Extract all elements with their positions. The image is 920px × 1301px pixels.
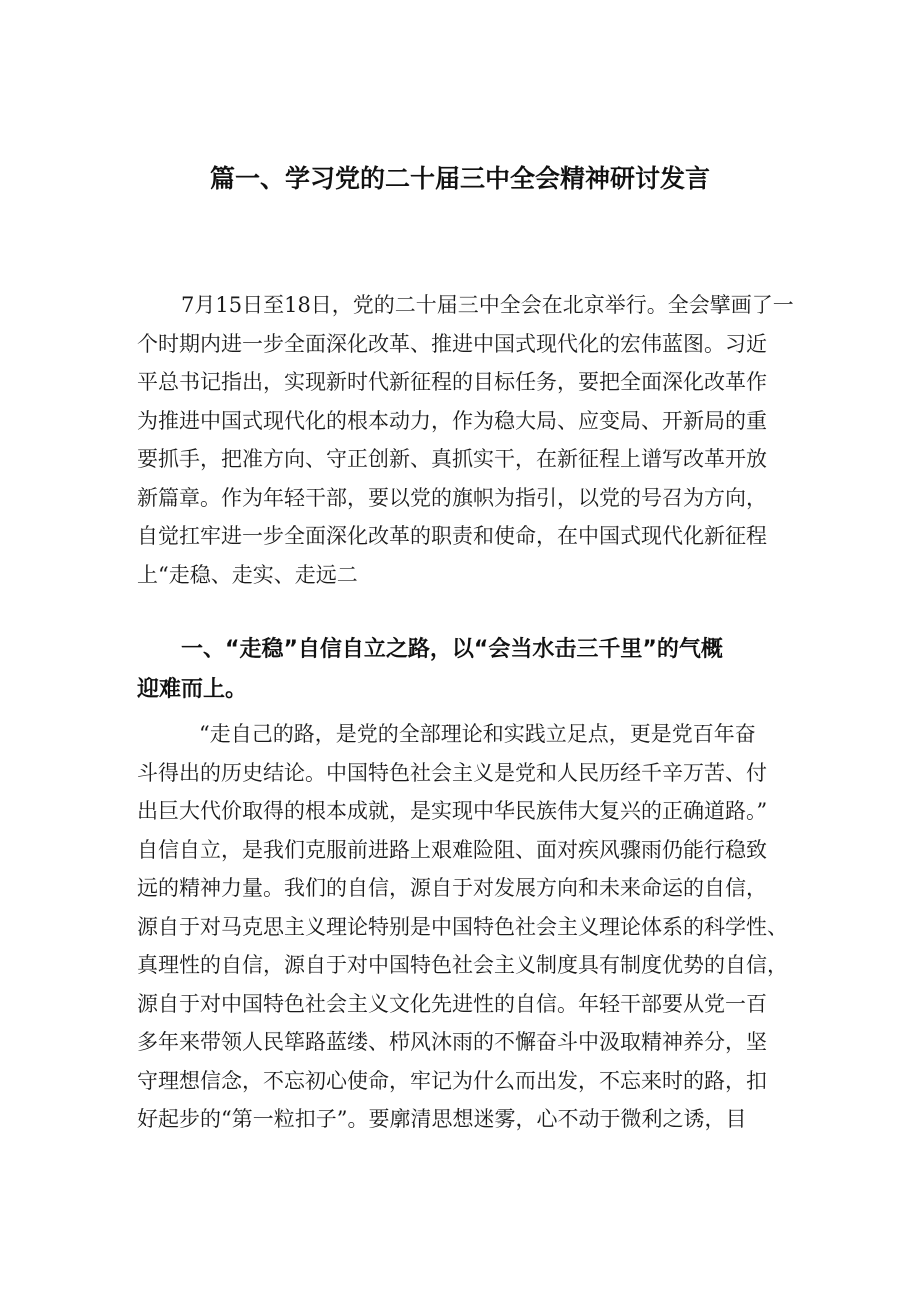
paragraph-line: 好起步的“第一粒扣子”。要廓清思想迷雾，心不动于微利之诱，目 [137, 1107, 747, 1131]
paragraph-line: 源自于对中国特色社会主义文化先进性的自信。年轻干部要从党一百 [137, 991, 767, 1016]
section-heading-line: 一、“走稳”自信自立之路，以“会当水击三千里”的气概 [181, 637, 723, 662]
paragraph-line: 斗得出的历史结论。中国特色社会主义是党和人民历经千辛万苦、付 [137, 760, 767, 785]
paragraph-line: 自觉扛牢进一步全面深化改革的职责和使命，在中国式现代化新征程 [137, 524, 767, 548]
paragraph-line: “走自己的路，是党的全部理论和实践立足点，更是党百年奋 [199, 722, 756, 746]
paragraph-line: 个时期内进一步全面深化改革、推进中国式现代化的宏伟蓝图。习近 [137, 331, 767, 356]
paragraph-line: 平总书记指出，实现新时代新征程的目标任务，要把全面深化改革作 [137, 370, 767, 394]
paragraph-line: 守理想信念，不忘初心使命，牢记为什么而出发，不忘来时的路，扣 [137, 1068, 767, 1093]
paragraph-line: 真理性的自信，源自于对中国特色社会主义制度具有制度优势的自信， [137, 953, 788, 977]
paragraph-line: 自信自立，是我们克服前进路上艰难险阻、面对疾风骤雨仍能行稳致 [137, 837, 767, 862]
paragraph-line: 新篇章。作为年轻干部，要以党的旗帜为指引，以党的号召为方向， [137, 485, 767, 510]
section-paragraph [137, 715, 789, 1139]
intro-paragraph [137, 286, 794, 594]
paragraph-line: 7月15日至18日，党的二十届三中全会在北京举行。全会擘画了一 [181, 293, 794, 317]
paragraph-line: 要抓手，把准方向、守正创新、真抓实干，在新征程上谱写改革开放 [137, 447, 767, 471]
section-heading-line: 迎难而上。 [137, 677, 248, 702]
paragraph-line: 上“走稳、走实、走远二 [137, 562, 358, 587]
section-heading [137, 630, 797, 710]
document-title: 篇一、学习党的二十届三中全会精神研讨发言 [209, 164, 710, 193]
paragraph-line: 远的精神力量。我们的自信，源自于对发展方向和未来命运的自信， [137, 876, 767, 900]
paragraph-line: 多年来带领人民筚路蓝缕、栉风沐雨的不懈奋斗中汲取精神养分，坚 [137, 1030, 767, 1054]
paragraph-line: 源自于对马克思主义理论特别是中国特色社会主义理论体系的科学性、 [137, 914, 788, 939]
paragraph-line: 出巨大代价取得的根本成就，是实现中华民族伟大复兴的正确道路。” [137, 799, 768, 823]
paragraph-line: 为推进中国式现代化的根本动力，作为稳大局、应变局、开新局的重 [137, 408, 767, 433]
